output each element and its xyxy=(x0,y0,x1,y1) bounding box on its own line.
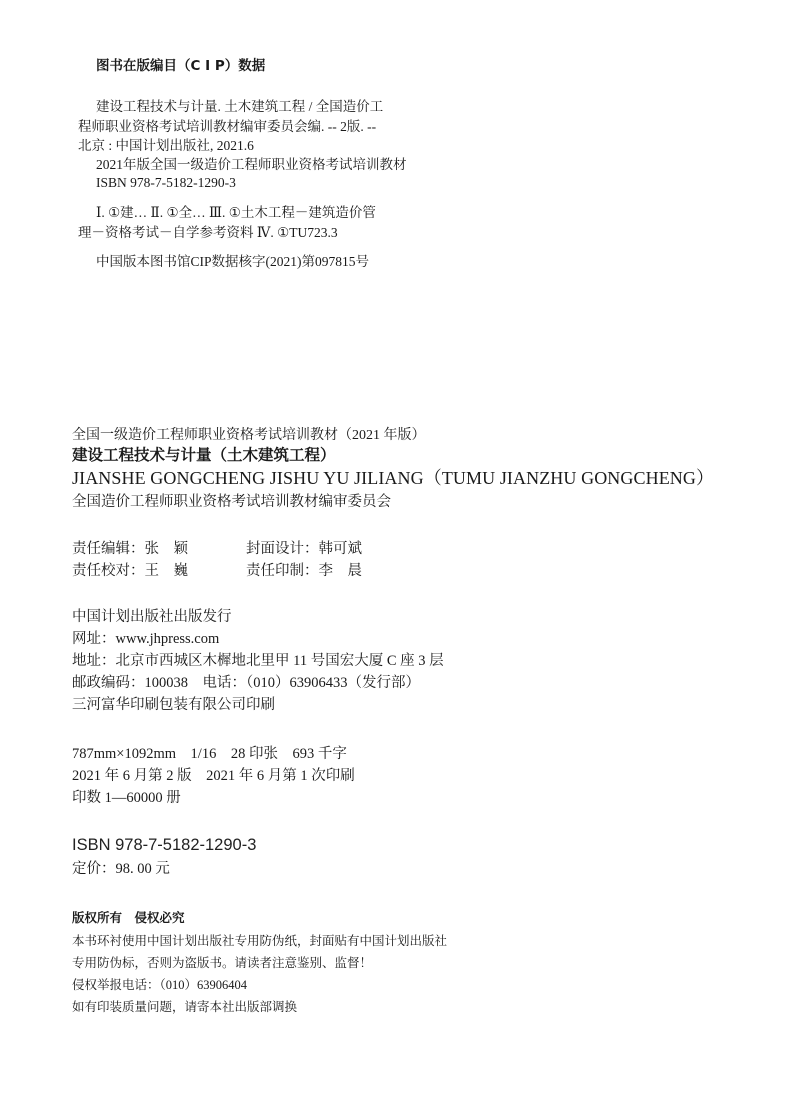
cip-subject-line: Ⅰ. ①建… Ⅱ. ①全… Ⅲ. ①土木工程－建筑造价管 xyxy=(96,205,376,220)
book-title: 建设工程技术与计量（土木建筑工程） xyxy=(72,446,336,464)
cip-heading: 图书在版编目（C I P）数据 xyxy=(96,58,266,74)
cip-entry-line: 北京 : 中国计划出版社, 2021.6 xyxy=(78,138,254,153)
cip-series-line: 2021年版全国一级造价工程师职业资格考试培训教材 xyxy=(96,157,407,172)
book-author: 全国造价工程师职业资格考试培训教材编审委员会 xyxy=(72,494,391,510)
copyright-notice-line: 本书环衬使用中国计划出版社专用防伪纸，封面贴有中国计划出版社 xyxy=(72,934,448,948)
cip-entry-line: 程师职业资格考试培训教材编审委员会编. -- 2版. -- xyxy=(78,119,377,134)
credit-printing: 责任印制：李 晨 xyxy=(246,563,362,579)
copyright-heading: 版权所有 侵权必究 xyxy=(72,910,185,925)
report-phone: 侵权举报电话：（010）63906404 xyxy=(72,978,248,992)
spec-print-run: 印数 1—60000 册 xyxy=(72,790,181,806)
cip-number: 中国版本图书馆CIP数据核字(2021)第097815号 xyxy=(96,254,369,269)
printer-name: 三河富华印刷包装有限公司印刷 xyxy=(72,697,275,713)
credit-editor: 责任编辑：张 颖 xyxy=(72,541,188,557)
cip-subject-line: 理－资格考试－自学参考资料 Ⅳ. ①TU723.3 xyxy=(78,225,338,240)
spec-edition: 2021 年 6 月第 2 版 2021 年 6 月第 1 次印刷 xyxy=(72,768,355,784)
credit-cover-design: 封面设计：韩可斌 xyxy=(246,541,362,557)
publisher-address: 地址：北京市西城区木樨地北里甲 11 号国宏大厦 C 座 3 层 xyxy=(72,653,444,669)
quality-notice: 如有印装质量问题，请寄本社出版部调换 xyxy=(72,1000,298,1014)
book-series: 全国一级造价工程师职业资格考试培训教材（2021 年版） xyxy=(72,428,426,443)
price: 定价：98. 00 元 xyxy=(72,861,170,877)
isbn: ISBN 978-7-5182-1290-3 xyxy=(72,836,257,854)
copyright-notice-line: 专用防伪标，否则为盗版书。请读者注意鉴别、监督！ xyxy=(72,956,373,970)
publisher-website: 网址：www.jhpress.com xyxy=(72,631,220,647)
cip-isbn-line: ISBN 978-7-5182-1290-3 xyxy=(96,175,236,190)
credit-proofreader: 责任校对：王 巍 xyxy=(72,563,188,579)
book-title-pinyin: JIANSHE GONGCHENG JISHU YU JILIANG（TUMU JIANZHU GONGCHENG） xyxy=(72,468,715,488)
cip-entry-line: 建设工程技术与计量. 土木建筑工程 / 全国造价工 xyxy=(96,99,384,114)
spec-format: 787mm×1092mm 1/16 28 印张 693 千字 xyxy=(72,746,347,762)
publisher-name: 中国计划出版社出版发行 xyxy=(72,609,232,625)
publisher-postal-phone: 邮政编码：100038 电话：（010）63906433（发行部） xyxy=(72,675,420,691)
